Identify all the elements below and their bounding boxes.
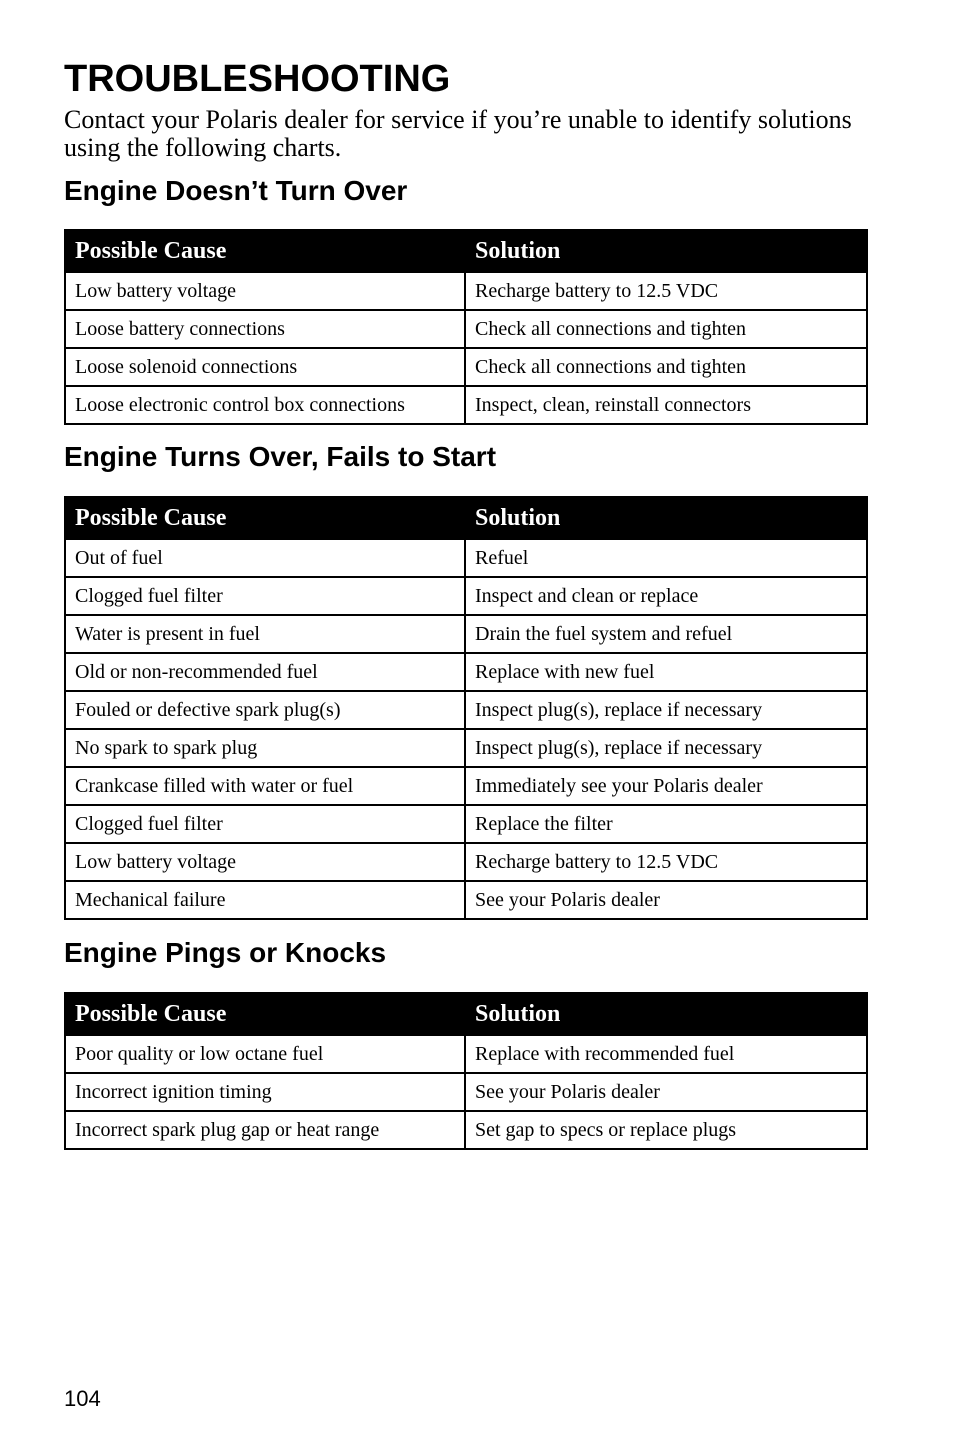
cause-cell: Mechanical failure <box>65 881 465 919</box>
table-header-row <box>65 497 867 539</box>
table-row <box>65 310 867 348</box>
table-row <box>65 843 867 881</box>
table-row <box>65 691 867 729</box>
column-header-solution: Solution <box>465 497 867 539</box>
table-header-row <box>65 993 867 1035</box>
page-title: TROUBLESHOOTING <box>64 58 451 100</box>
solution-cell: Immediately see your Polaris dealer <box>465 767 867 805</box>
table-row <box>65 1073 867 1111</box>
table-row <box>65 729 867 767</box>
column-header-cause: Possible Cause <box>65 497 465 539</box>
column-header-solution: Solution <box>465 230 867 272</box>
page-number: 104 <box>64 1386 101 1411</box>
solution-cell: See your Polaris dealer <box>465 881 867 919</box>
cause-cell: No spark to spark plug <box>65 729 465 767</box>
intro-text: Contact your Polaris dealer for service if you’re unable to identify solutions using the following charts. <box>64 105 852 162</box>
cause-cell: Loose electronic control box connections <box>65 386 465 424</box>
table-row <box>65 348 867 386</box>
solution-cell: Set gap to specs or replace plugs <box>465 1111 867 1149</box>
table-row <box>65 272 867 310</box>
solution-cell: Inspect plug(s), replace if necessary <box>465 729 867 767</box>
cause-cell: Clogged fuel filter <box>65 577 465 615</box>
cause-cell: Incorrect ignition timing <box>65 1073 465 1111</box>
solution-cell: Inspect plug(s), replace if necessary <box>465 691 867 729</box>
table-row <box>65 881 867 919</box>
solution-cell: See your Polaris dealer <box>465 1073 867 1111</box>
solution-cell: Replace with new fuel <box>465 653 867 691</box>
cause-cell: Loose solenoid connections <box>65 348 465 386</box>
section-heading-engine-doesnt-turn-over: Engine Doesn’t Turn Over <box>64 175 408 206</box>
solution-cell: Check all connections and tighten <box>465 348 867 386</box>
solution-cell: Replace the filter <box>465 805 867 843</box>
column-header-cause: Possible Cause <box>65 993 465 1035</box>
table-row <box>65 1111 867 1149</box>
table-row <box>65 805 867 843</box>
cause-cell: Water is present in fuel <box>65 615 465 653</box>
cause-cell: Low battery voltage <box>65 843 465 881</box>
table-row <box>65 615 867 653</box>
cause-cell: Poor quality or low octane fuel <box>65 1035 465 1073</box>
solution-cell: Drain the fuel system and refuel <box>465 615 867 653</box>
solution-cell: Recharge battery to 12.5 VDC <box>465 272 867 310</box>
cause-cell: Crankcase filled with water or fuel <box>65 767 465 805</box>
table-row <box>65 577 867 615</box>
section-heading-engine-turns-over-fails-to-start: Engine Turns Over, Fails to Start <box>64 441 497 472</box>
table-row <box>65 386 867 424</box>
table-row <box>65 767 867 805</box>
solution-cell: Recharge battery to 12.5 VDC <box>465 843 867 881</box>
troubleshooting-table-engine-doesnt-turn-over <box>64 229 868 425</box>
solution-cell: Inspect, clean, reinstall connectors <box>465 386 867 424</box>
section-heading-engine-pings-or-knocks: Engine Pings or Knocks <box>64 937 387 968</box>
cause-cell: Old or non-recommended fuel <box>65 653 465 691</box>
cause-cell: Incorrect spark plug gap or heat range <box>65 1111 465 1149</box>
column-header-cause: Possible Cause <box>65 230 465 272</box>
cause-cell: Clogged fuel filter <box>65 805 465 843</box>
table-row <box>65 539 867 577</box>
solution-cell: Replace with recommended fuel <box>465 1035 867 1073</box>
table-header-row <box>65 230 867 272</box>
table-row <box>65 653 867 691</box>
solution-cell: Inspect and clean or replace <box>465 577 867 615</box>
solution-cell: Refuel <box>465 539 867 577</box>
troubleshooting-table-engine-turns-over-fails-to-start <box>64 496 868 920</box>
cause-cell: Fouled or defective spark plug(s) <box>65 691 465 729</box>
cause-cell: Out of fuel <box>65 539 465 577</box>
solution-cell: Check all connections and tighten <box>465 310 867 348</box>
troubleshooting-table-engine-pings-or-knocks <box>64 992 868 1150</box>
cause-cell: Loose battery connections <box>65 310 465 348</box>
column-header-solution: Solution <box>465 993 867 1035</box>
cause-cell: Low battery voltage <box>65 272 465 310</box>
table-row <box>65 1035 867 1073</box>
